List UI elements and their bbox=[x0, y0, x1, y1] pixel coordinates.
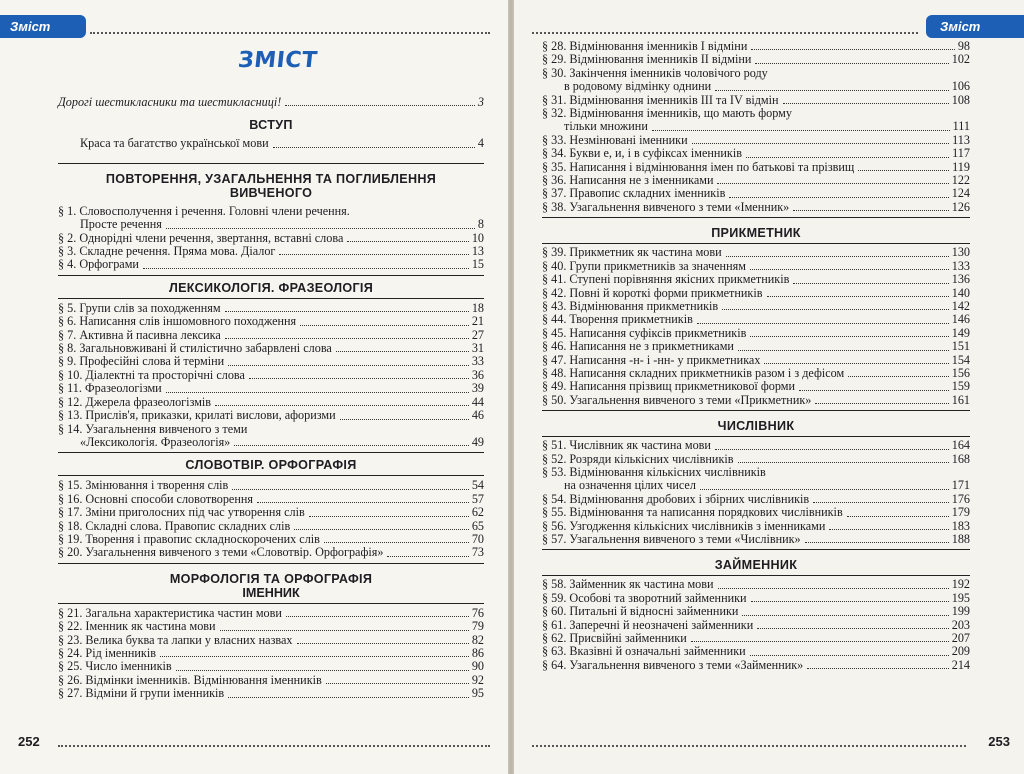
toc-entry[interactable]: § 9. Професійні слова й терміни 33 bbox=[58, 354, 484, 369]
toc-entry[interactable]: § 17. Зміни приголосних під час утворення слів 62 bbox=[58, 505, 484, 520]
toc-left bbox=[58, 96, 484, 701]
toc-entry[interactable]: § 29. Відмінювання іменників II відміни 102 bbox=[542, 52, 970, 67]
divider bbox=[542, 436, 970, 437]
toc-entry[interactable]: § 47. Написання -н- і -нн- у прикметниках 154 bbox=[542, 352, 970, 367]
toc-entry[interactable]: § 31. Відмінювання іменників III та IV відмін 108 bbox=[542, 92, 970, 107]
toc-entry[interactable]: § 26. Відмінки іменників. Відмінювання іменників 92 bbox=[58, 672, 484, 687]
toc-entry[interactable]: § 14. Узагальнення вивченого з теми bbox=[58, 421, 248, 436]
toc-entry[interactable]: § 54. Відмінювання дробових і збірних числівників 176 bbox=[542, 491, 970, 506]
toc-entry[interactable]: в родовому відмінку однини 106 bbox=[564, 79, 970, 94]
divider bbox=[542, 575, 970, 576]
footer-dotted-line bbox=[58, 745, 490, 747]
toc-entry[interactable]: § 4. Орфограми 15 bbox=[58, 257, 484, 272]
toc-entry[interactable]: § 27. Відміни й групи іменників 95 bbox=[58, 686, 484, 701]
toc-entry[interactable]: § 24. Рід іменників 86 bbox=[58, 645, 484, 660]
toc-entry[interactable]: § 8. Загальновживані й стилістично забарвлені слова 31 bbox=[58, 341, 484, 356]
toc-entry[interactable]: «Лексикологія. Фразеологія» 49 bbox=[80, 434, 484, 449]
toc-entry[interactable]: § 1. Словосполучення і речення. Головні члени речення. bbox=[58, 203, 350, 218]
toc-right bbox=[542, 40, 970, 672]
divider bbox=[58, 563, 484, 564]
footer-dotted-line bbox=[532, 745, 966, 747]
toc-entry[interactable]: § 46. Написання не з прикметниками 151 bbox=[542, 339, 970, 354]
header-tab-left: Зміст bbox=[0, 15, 86, 38]
toc-entry[interactable]: § 23. Велика буква та лапки у власних назвах 82 bbox=[58, 632, 484, 647]
toc-entry[interactable]: § 62. Присвійні займенники 207 bbox=[542, 631, 970, 646]
toc-entry[interactable]: § 61. Заперечні й неозначені займенники 203 bbox=[542, 617, 970, 632]
toc-entry[interactable]: § 2. Однорідні члени речення, звертання, вставні слова 10 bbox=[58, 230, 484, 245]
toc-entry[interactable]: § 64. Узагальнення вивченого з теми «Займенник» 214 bbox=[542, 657, 970, 672]
toc-entry[interactable]: § 55. Відмінювання та написання порядкових числівників 179 bbox=[542, 505, 970, 520]
toc-entry[interactable]: § 36. Написання не з іменниками 122 bbox=[542, 173, 970, 188]
section-heading: ЛЕКСИКОЛОГІЯ. ФРАЗЕОЛОГІЯ bbox=[168, 280, 374, 295]
header-tab-right: Зміст bbox=[926, 15, 1024, 38]
section-heading: МОРФОЛОГІЯ ТА ОРФОГРАФІЯ bbox=[169, 571, 373, 586]
section-heading: ЗАЙМЕННИК bbox=[714, 558, 798, 573]
toc-entry[interactable]: § 45. Написання суфіксів прикметників 149 bbox=[542, 325, 970, 340]
toc-entry[interactable]: § 7. Активна й пасивна лексика 27 bbox=[58, 327, 484, 342]
toc-entry[interactable]: § 48. Написання складних прикметників разом і з дефісом 156 bbox=[542, 365, 970, 380]
divider bbox=[58, 475, 484, 476]
header-dotted-line bbox=[532, 32, 918, 34]
toc-entry[interactable]: § 42. Повні й короткі форми прикметників 140 bbox=[542, 285, 970, 300]
toc-entry[interactable]: § 63. Вказівні й означальні займенники 209 bbox=[542, 644, 970, 659]
toc-entry[interactable]: на означення цілих чисел 171 bbox=[564, 478, 970, 493]
divider bbox=[58, 163, 484, 164]
toc-entry[interactable]: § 39. Прикметник як частина мови 130 bbox=[542, 245, 970, 260]
toc-entry[interactable]: § 21. Загальна характеристика частин мови 76 bbox=[58, 605, 484, 620]
toc-entry[interactable]: § 16. Основні способи словотворення 57 bbox=[58, 491, 484, 506]
toc-entry[interactable]: § 56. Узгодження кількісних числівників з іменниками 183 bbox=[542, 518, 970, 533]
page-number: 252 bbox=[18, 734, 40, 749]
divider bbox=[542, 410, 970, 411]
toc-entry[interactable]: § 19. Творення і правопис складноскорочених слів 70 bbox=[58, 531, 484, 546]
toc-entry[interactable]: § 37. Правопис складних іменників 124 bbox=[542, 186, 970, 201]
toc-entry[interactable]: Просте речення 8 bbox=[80, 217, 484, 232]
section-heading: ЧИСЛІВНИК bbox=[717, 419, 795, 434]
section-heading: СЛОВОТВІР. ОРФОГРАФІЯ bbox=[185, 458, 357, 473]
toc-entry[interactable]: § 20. Узагальнення вивченого з теми «Словотвір. Орфографія» 73 bbox=[58, 545, 484, 560]
section-heading: ВИВЧЕНОГО bbox=[229, 185, 313, 200]
toc-entry[interactable]: § 13. Прислів'я, приказки, крилаті вислови, афоризми 46 bbox=[58, 408, 484, 423]
section-subheading: ІМЕННИК bbox=[242, 585, 300, 600]
toc-entry[interactable]: § 50. Узагальнення вивченого з теми «Прикметник» 161 bbox=[542, 392, 970, 407]
divider bbox=[58, 275, 484, 276]
page-title: ЗМІСТ bbox=[236, 48, 319, 73]
toc-entry[interactable]: § 18. Складні слова. Правопис складних слів 65 bbox=[58, 518, 484, 533]
toc-entry[interactable]: § 51. Числівник як частина мови 164 bbox=[542, 438, 970, 453]
toc-entry[interactable]: § 59. Особові та зворотний займенники 195 bbox=[542, 590, 970, 605]
section-heading: ПРИКМЕТНИК bbox=[711, 226, 801, 241]
toc-entry[interactable]: § 49. Написання прізвищ прикметникової форми 159 bbox=[542, 379, 970, 394]
divider bbox=[58, 298, 484, 299]
toc-entry[interactable]: § 52. Розряди кількісних числівників 168 bbox=[542, 451, 970, 466]
toc-entry[interactable]: § 58. Займенник як частина мови 192 bbox=[542, 577, 970, 592]
toc-entry[interactable]: § 3. Складне речення. Пряма мова. Діалог 13 bbox=[58, 244, 484, 259]
divider bbox=[542, 217, 970, 218]
left-page bbox=[0, 0, 508, 774]
toc-entry[interactable]: § 33. Незмінювані іменники 113 bbox=[542, 132, 970, 147]
toc-entry[interactable]: § 35. Написання і відмінювання імен по батькові та прізвищ 119 bbox=[542, 159, 970, 174]
toc-entry[interactable]: Краса та багатство української мови 4 bbox=[80, 136, 484, 151]
toc-entry[interactable]: § 6. Написання слів іншомовного походження 21 bbox=[58, 314, 484, 329]
toc-entry[interactable]: § 12. Джерела фразеологізмів 44 bbox=[58, 394, 484, 409]
toc-entry[interactable]: § 40. Групи прикметників за значенням 133 bbox=[542, 258, 970, 273]
divider bbox=[542, 549, 970, 550]
toc-entry[interactable]: § 38. Узагальнення вивченого з теми «Іменник» 126 bbox=[542, 199, 970, 214]
toc-entry[interactable]: § 22. Іменник як частина мови 79 bbox=[58, 619, 484, 634]
toc-entry[interactable]: § 43. Відмінювання прикметників 142 bbox=[542, 298, 970, 313]
toc-entry[interactable]: § 32. Відмінювання іменників, що мають форму bbox=[542, 106, 792, 121]
toc-entry[interactable]: § 44. Творення прикметників 146 bbox=[542, 312, 970, 327]
toc-entry[interactable]: § 11. Фразеологізми 39 bbox=[58, 381, 484, 396]
toc-entry[interactable]: § 53. Відмінювання кількісних числівників bbox=[542, 464, 766, 479]
toc-entry[interactable]: § 60. Питальні й відносні займенники 199 bbox=[542, 604, 970, 619]
right-page bbox=[514, 0, 1024, 774]
page-number: 253 bbox=[988, 734, 1010, 749]
toc-entry[interactable]: § 41. Ступені порівняння якісних прикметників 136 bbox=[542, 272, 970, 287]
divider bbox=[58, 603, 484, 604]
divider bbox=[542, 243, 970, 244]
toc-entry[interactable]: § 10. Діалектні та просторічні слова 36 bbox=[58, 367, 484, 382]
divider bbox=[58, 452, 484, 453]
toc-entry[interactable]: § 15. Змінювання і творення слів 54 bbox=[58, 478, 484, 493]
toc-entry[interactable]: § 25. Число іменників 90 bbox=[58, 659, 484, 674]
toc-entry[interactable]: § 28. Відмінювання іменників I відміни 98 bbox=[542, 39, 970, 53]
section-heading: ВСТУП bbox=[249, 118, 293, 133]
toc-entry[interactable]: § 30. Закінчення іменників чоловічого роду bbox=[542, 65, 768, 80]
toc-entry[interactable]: § 34. Букви е, и, і в суфіксах іменників 117 bbox=[542, 146, 970, 161]
header-dotted-line bbox=[90, 32, 490, 34]
section-heading: ПОВТОРЕННЯ, УЗАГАЛЬНЕННЯ ТА ПОГЛИБЛЕННЯ bbox=[105, 171, 437, 186]
toc-entry[interactable]: § 57. Узагальнення вивченого з теми «Числівник» 188 bbox=[542, 532, 970, 546]
toc-entry[interactable]: тільки множини 111 bbox=[564, 119, 970, 134]
toc-entry[interactable]: Дорогі шестикласники та шестикласниці! 3 bbox=[58, 95, 484, 109]
toc-entry[interactable]: § 5. Групи слів за походженням 18 bbox=[58, 300, 484, 315]
